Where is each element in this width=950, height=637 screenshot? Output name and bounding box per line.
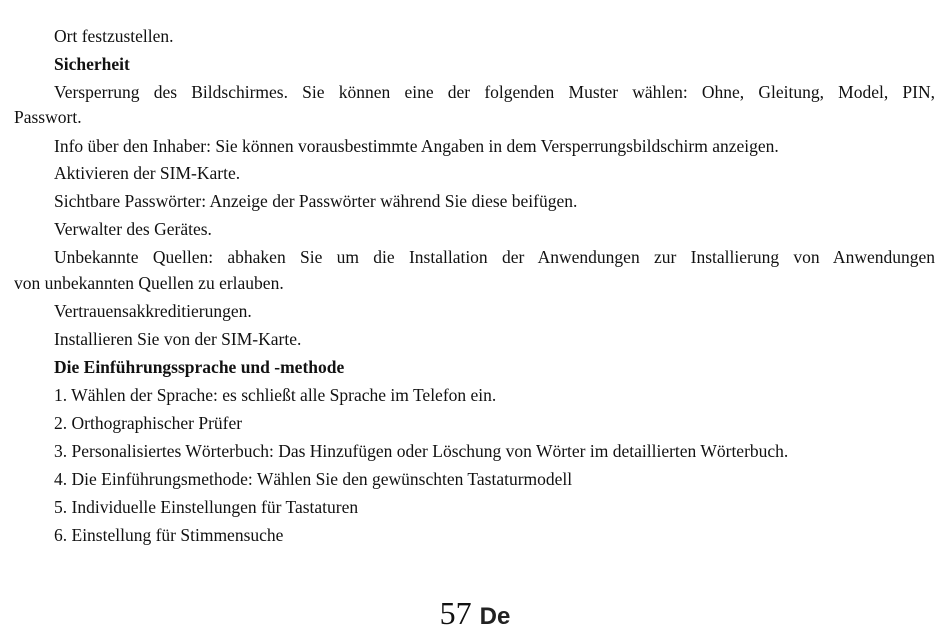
section-heading-security: Sicherheit [54,54,130,74]
language-code: De [479,603,511,630]
section-heading-input-language: Die Einführungssprache und -methode [54,357,345,377]
text-line: Passwort. [14,107,82,127]
text-line: Ort festzustellen. [54,26,174,46]
text-line: Versperrung des Bildschirmes. Sie können eine der folgenden Muster wählen: Ohne, Gleitung, Model, PIN, [54,82,935,102]
text-line: Unbekannte Quellen: abhaken Sie um die Installation der Anwendungen zur Installierung von Anwendungen [54,247,935,267]
text-line: Installieren Sie von der SIM-Karte. [54,329,302,349]
list-item: 2. Orthographischer Prüfer [54,413,243,433]
text-line: Sichtbare Passwörter: Anzeige der Passwörter während Sie diese beifügen. [54,191,578,211]
text-line: Vertrauensakkreditierungen. [54,301,252,321]
text-line: Info über den Inhaber: Sie können vorausbestimmte Angaben in dem Versperrungsbildschirm anzeigen. [54,136,779,156]
list-item: 1. Wählen der Sprache: es schließt alle Sprache im Telefon ein. [54,385,497,405]
list-item: 3. Personalisiertes Wörterbuch: Das Hinzufügen oder Löschung von Wörter im detaillierten Wörterbuch. [54,441,789,461]
page-footer [0,593,950,637]
text-line: von unbekannten Quellen zu erlauben. [14,273,284,293]
list-item: 4. Die Einführungsmethode: Wählen Sie den gewünschten Tastaturmodell [54,469,573,489]
list-item: 6. Einstellung für Stimmensuche [54,525,284,545]
text-line: Verwalter des Gerätes. [54,219,212,239]
page-number: 57 [439,595,472,631]
list-item: 5. Individuelle Einstellungen für Tastaturen [54,497,359,517]
text-line: Aktivieren der SIM-Karte. [54,163,241,183]
